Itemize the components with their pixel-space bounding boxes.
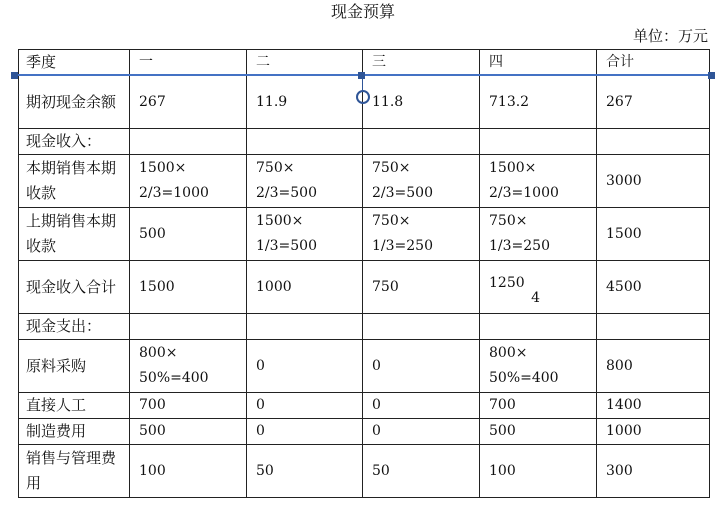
table-cell bbox=[363, 314, 480, 340]
row-label: 制造费用 bbox=[19, 419, 130, 445]
table-row bbox=[19, 129, 710, 155]
table-cell: 11.9 bbox=[247, 76, 363, 129]
table-cell bbox=[597, 129, 710, 155]
unit-label: 单位：万元 bbox=[632, 27, 708, 45]
header-cell: 季度 bbox=[19, 50, 130, 76]
selection-handle-right[interactable] bbox=[708, 72, 715, 79]
row-label: 本期销售本期收款 bbox=[19, 155, 130, 208]
table-cell: 1500 bbox=[597, 208, 710, 261]
rotate-handle-icon[interactable] bbox=[356, 90, 370, 104]
table-cell: 3000 bbox=[597, 155, 710, 208]
cell-value: 1250 bbox=[489, 274, 525, 291]
row-label: 现金支出： bbox=[19, 314, 130, 340]
table-cell: 700 bbox=[130, 393, 247, 419]
table-cell: 750× 1/3=250 bbox=[363, 208, 480, 261]
row-label bbox=[19, 76, 130, 129]
header-cell: 二 bbox=[247, 50, 363, 76]
table-cell bbox=[480, 261, 597, 314]
table-row bbox=[19, 419, 710, 445]
header-cell: 一 bbox=[130, 50, 247, 76]
table-cell: 4500 bbox=[597, 261, 710, 314]
table-cell bbox=[130, 129, 247, 155]
table-cell: 1500× 2/3=1000 bbox=[480, 155, 597, 208]
table-cell: 11.8 bbox=[363, 76, 480, 129]
table-cell bbox=[130, 314, 247, 340]
table-cell: 100 bbox=[480, 445, 597, 498]
table-cell: 1500× 2/3=1000 bbox=[130, 155, 247, 208]
table-cell: 1500 bbox=[130, 261, 247, 314]
table-cell: 800 bbox=[597, 340, 710, 393]
table-cell bbox=[480, 314, 597, 340]
stray-digit: 4 bbox=[531, 289, 540, 306]
table-cell: 1400 bbox=[597, 393, 710, 419]
table-cell: 500 bbox=[130, 208, 247, 261]
table-cell bbox=[480, 129, 597, 155]
document-title: 现金预算 bbox=[330, 2, 395, 21]
row-label-text: 期初现金余额 bbox=[26, 92, 117, 111]
table-row bbox=[19, 314, 710, 340]
table-cell: 0 bbox=[363, 419, 480, 445]
table-row bbox=[19, 208, 710, 261]
row-label: 直接人工 bbox=[19, 393, 130, 419]
table-cell: 50 bbox=[363, 445, 480, 498]
table-cell: 800× 50%=400 bbox=[480, 340, 597, 393]
table-cell: 50 bbox=[247, 445, 363, 498]
table-cell bbox=[597, 314, 710, 340]
table-cell: 267 bbox=[130, 76, 247, 129]
table-row bbox=[19, 155, 710, 208]
selection-handle-left[interactable] bbox=[11, 72, 18, 79]
table-cell: 0 bbox=[247, 393, 363, 419]
table-row bbox=[19, 445, 710, 498]
table-cell: 750× 1/3=250 bbox=[480, 208, 597, 261]
table-cell: 700 bbox=[480, 393, 597, 419]
table-cell: 0 bbox=[363, 393, 480, 419]
row-label: 现金收入合计 bbox=[19, 261, 130, 314]
table-row bbox=[19, 340, 710, 393]
table-cell: 0 bbox=[363, 340, 480, 393]
table-cell: 100 bbox=[130, 445, 247, 498]
table-cell: 1500× 1/3=500 bbox=[247, 208, 363, 261]
table-cell: 500 bbox=[130, 419, 247, 445]
cash-budget-table bbox=[18, 49, 710, 498]
header-cell: 三 bbox=[363, 50, 480, 76]
table-cell bbox=[247, 314, 363, 340]
table-cell: 750 bbox=[363, 261, 480, 314]
table-cell: 800× 50%=400 bbox=[130, 340, 247, 393]
table-cell bbox=[363, 129, 480, 155]
header-cell: 合计 bbox=[597, 50, 710, 76]
table-row bbox=[19, 261, 710, 314]
table-cell: 0 bbox=[247, 419, 363, 445]
row-label: 现金收入： bbox=[19, 129, 130, 155]
table-cell: 1000 bbox=[597, 419, 710, 445]
table-cell: 713.2 bbox=[480, 76, 597, 129]
table-cell: 267 bbox=[597, 76, 710, 129]
rotate-handle-stem bbox=[362, 76, 363, 90]
table-cell: 750× 2/3=500 bbox=[247, 155, 363, 208]
row-label: 销售与管理费用 bbox=[19, 445, 130, 498]
table-cell: 0 bbox=[247, 340, 363, 393]
header-cell: 四 bbox=[480, 50, 597, 76]
table-cell bbox=[247, 129, 363, 155]
table-cell: 750× 2/3=500 bbox=[363, 155, 480, 208]
table-row bbox=[19, 393, 710, 419]
row-label: 上期销售本期收款 bbox=[19, 208, 130, 261]
table-cell: 500 bbox=[480, 419, 597, 445]
table-cell: 300 bbox=[597, 445, 710, 498]
row-label: 原料采购 bbox=[19, 340, 130, 393]
table-cell: 1000 bbox=[247, 261, 363, 314]
